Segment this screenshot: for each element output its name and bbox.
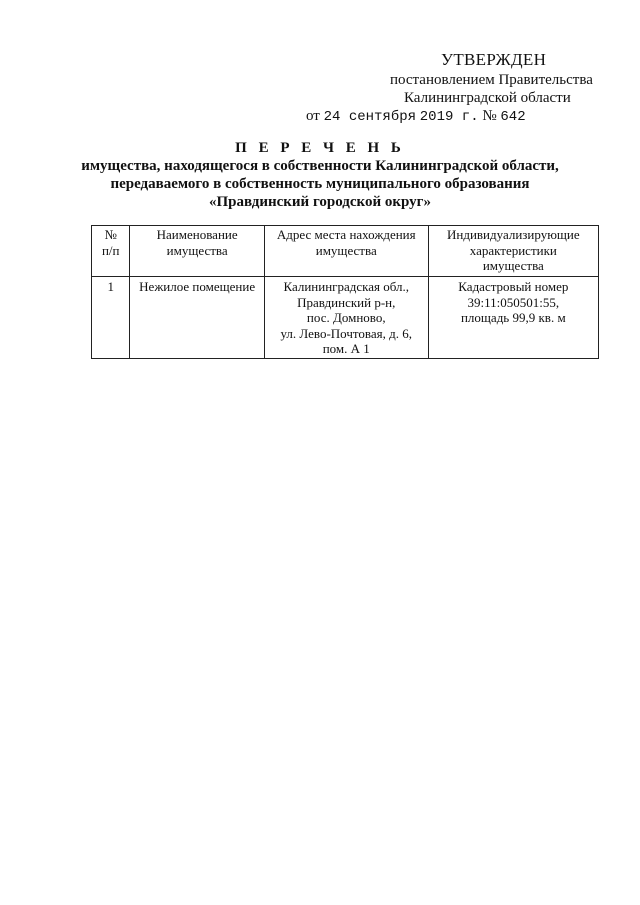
approval-issuer-line: постановлением Правительства xyxy=(390,72,593,88)
cell-name: Нежилое помещение xyxy=(130,277,264,359)
date-prefix: от xyxy=(306,108,320,124)
header-characteristics: Индивидуализирующие характеристики имущества xyxy=(428,226,598,277)
header-address: Адрес места нахождения имущества xyxy=(264,226,428,277)
date-year: 2019 г. xyxy=(419,109,479,125)
document-title: П Е Р Е Ч Е Н Ь xyxy=(235,140,405,156)
resolution-number: 642 xyxy=(500,109,526,125)
number-sign: № xyxy=(482,108,497,124)
approval-title: УТВЕРЖДЕН xyxy=(441,50,547,69)
property-table xyxy=(91,225,599,359)
table-row xyxy=(92,277,599,359)
document-subtitle: имущества, находящегося в собственности Калининградской области, передаваемого в собственность муниципального образования «Правдинский городской округ» xyxy=(81,158,559,210)
date-value: 24 сентября xyxy=(323,109,417,125)
table-header-row xyxy=(92,226,599,277)
approval-region-line: Калининградской области xyxy=(404,90,571,106)
cell-number: 1 xyxy=(92,277,130,359)
header-number: № п/п xyxy=(92,226,130,277)
cell-characteristics: Кадастровый номер 39:11:050501:55, площадь 99,9 кв. м xyxy=(428,277,598,359)
approval-date-line xyxy=(306,108,526,125)
header-name: Наименование имущества xyxy=(130,226,264,277)
cell-address: Калининградская обл., Правдинский р-н, пос. Домново, ул. Лево-Почтовая, д. 6, пом. А 1 xyxy=(264,277,428,359)
